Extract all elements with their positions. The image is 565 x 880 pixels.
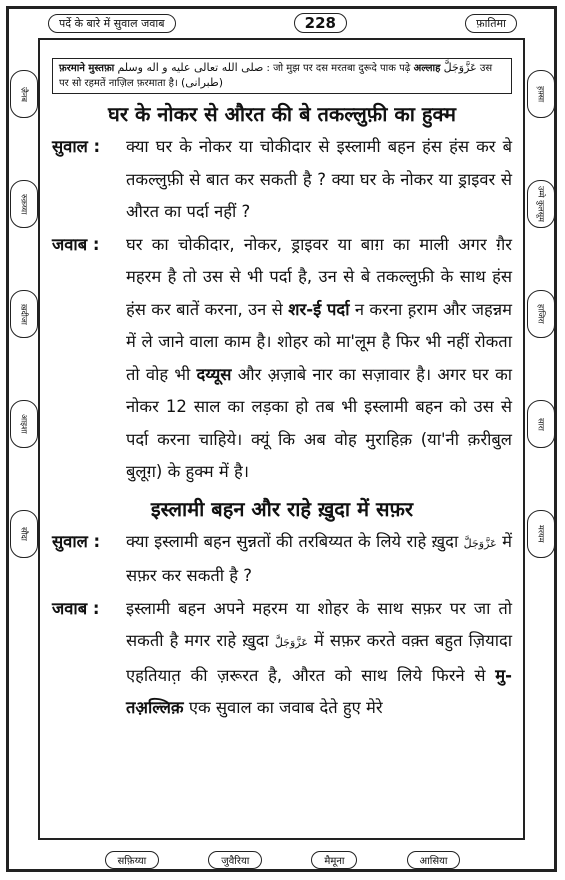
question-part: क्या इस्लामी बहन सुन्नतों की तरबिय्यत के लिये राहे ख़ुदा — [126, 531, 459, 551]
page-content — [52, 58, 512, 725]
side-badge: सारा — [527, 400, 555, 448]
question-part: में सफ़र कर सकती है ? — [126, 531, 512, 585]
footer-name: सफ़िय्या — [105, 851, 160, 869]
answer-label: जवाब : — [52, 598, 100, 618]
question-label: सुवाल : — [52, 137, 101, 156]
question-label: सुवाल : — [52, 531, 101, 551]
page-number: 228 — [294, 13, 347, 33]
side-badge: ज़ैनब — [10, 70, 38, 118]
page-footer — [80, 848, 485, 872]
side-badge: ह़फ़्सा — [527, 70, 555, 118]
answer-part: घर का चोकीदार, नोकर, ड्राइवर या बाग़ का माली अगर ग़ैर महरम है तो उस से भी पर्दा है, उन से बे तकल्लुफ़ी के साथ हंस हंस कर बातें करना, उन से — [126, 234, 512, 319]
section1-answer — [52, 229, 512, 489]
farman-text-2: उस पर सो रहमतें नाज़िल फ़रमाता है। — [59, 63, 493, 89]
section2-heading: इस्लामी बहन और राहे ख़ुदा में सफ़र — [150, 496, 414, 521]
farman-box — [52, 58, 512, 94]
farman-text-1: : जो मुझ पर दस मरतबा दुरूदे पाक पढ़े — [266, 63, 411, 74]
farman-title: फ़रमाने मुस्तफ़ा — [59, 63, 115, 74]
answer-bold: शर-ई पर्दा — [288, 299, 350, 319]
question-text: क्या घर के नोकर या चोकीदार से इस्लामी बहन हंस हंस कर बे तकल्लुफ़ी से बात कर सकती है ? क्या घर के नोकर या ड्राइवर से औरत का पर्दा नहीं ? — [126, 137, 512, 221]
farman-salawat: صلى الله تعالى عليه و اله وسلم — [117, 61, 264, 74]
section2-answer — [52, 593, 512, 725]
answer-part: में सफ़र करते वक़्त बहुत ज़ियादा एहतियात़ की ज़रूरत है, औरत को साथ लिये फिरने से — [126, 631, 513, 685]
arabic-azza: عَزَّوَجَلَّ — [463, 536, 497, 550]
side-badge: ख़दीजा — [10, 290, 38, 338]
section1-heading: घर के नोकर से औरत की बे तकल्लुफ़ी का हुक्म — [108, 102, 456, 126]
answer-bold: मु-तअ़ल्लिक़ — [126, 665, 512, 717]
side-badge: रुक़य्या — [10, 180, 38, 228]
side-badge: उम्मे कुलसूम — [527, 180, 555, 228]
side-badge: मरयम — [527, 510, 555, 558]
section2-question — [52, 526, 512, 593]
farman-allah: अल्लाह — [413, 63, 441, 74]
footer-name: जुवैरिया — [208, 851, 262, 869]
page-header — [48, 10, 517, 36]
side-badge: आइशा — [10, 400, 38, 448]
answer-part: और अ़ज़ाबे नार का सज़ावार है। अगर घर का नोकर 12 साल का लड़का हो तब भी इस्लामी बहन को उस से पर्दा करना चाहिये। क्यूं कि अब वोह मुराहिक़ (या'नी क़रीबुल बुलूग़) के हुक्म में है। — [126, 364, 513, 481]
answer-label: जवाब : — [52, 234, 100, 254]
side-badge: सौदा — [10, 510, 38, 558]
question-text — [126, 526, 512, 593]
farman-ref: (طبرانی) — [180, 76, 224, 89]
answer-text — [126, 593, 512, 725]
footer-name: मैमूना — [311, 851, 357, 869]
answer-part: एक सुवाल का जवाब देते हुए मेरे — [188, 698, 383, 717]
side-badge: हाजिरा — [527, 290, 555, 338]
answer-part: इस्लामी बहन अपने महरम या शोहर के साथ सफ़र पर जा तो सकती है मगर राहे ख़ुदा — [126, 598, 512, 650]
footer-name: आसिया — [407, 851, 461, 869]
answer-part: न करना ह़राम और जहन्नम में ले जाने वाला काम है। शोहर को मा'लूम है फिर भी नहीं रोकता तो वोह भी — [126, 299, 513, 384]
arabic-azza: عَزَّوَجَلَّ — [274, 636, 308, 649]
farman-azza: عَزَّوَجَلَّ — [443, 61, 477, 74]
header-right: फ़ातिमा — [465, 14, 517, 33]
header-left: पर्दे के बारे में सुवाल जवाब — [48, 14, 176, 33]
section1-question — [52, 131, 512, 229]
answer-bold: दय्यूस — [196, 364, 232, 384]
answer-text — [126, 229, 512, 489]
